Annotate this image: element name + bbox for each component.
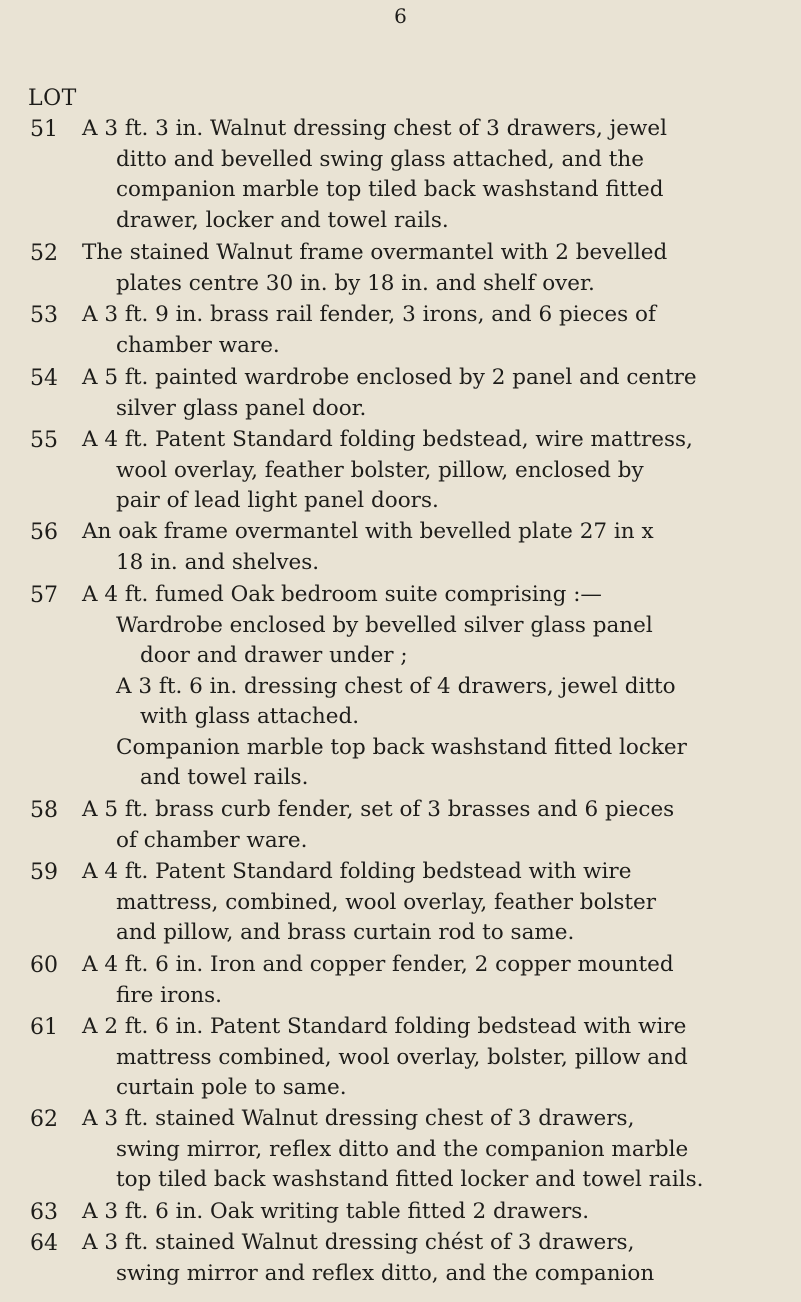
lot-column-header: LOT (28, 86, 77, 111)
description-line: A 4 ft. Patent Standard folding bedstead with wire (82, 859, 632, 884)
lot-number: 53 (30, 303, 58, 328)
description-line: A 3 ft. stained Walnut dressing chést of 3 drawers, (82, 1230, 635, 1255)
lot-number: 57 (30, 583, 58, 608)
lot-number: 64 (30, 1231, 58, 1256)
description-line: Wardrobe enclosed by bevelled silver glass panel (116, 612, 653, 638)
description-line: silver glass panel door. (116, 395, 367, 421)
description-line: mattress, combined, wool overlay, feather bolster (116, 889, 657, 915)
description-line: An oak frame overmantel with bevelled plate 27 in x (82, 519, 654, 544)
description-line: A 5 ft. painted wardrobe enclosed by 2 panel and centre (82, 365, 697, 390)
lot-number: 56 (30, 520, 58, 545)
lot-description (82, 425, 772, 517)
description-line: A 3 ft. stained Walnut dressing chest of 3 drawers, (82, 1106, 635, 1131)
description-line: fire irons. (116, 982, 222, 1008)
description-line: mattress combined, wool overlay, bolster, pillow and (116, 1044, 688, 1070)
lot-number: 63 (30, 1200, 58, 1225)
lot-description (82, 580, 772, 794)
lot-description (82, 950, 772, 1011)
description-line: and towel rails. (140, 765, 309, 790)
description-line: and pillow, and brass curtain rod to same. (116, 920, 575, 945)
description-line: A 4 ft. 6 in. Iron and copper fender, 2 copper mounted (82, 952, 674, 977)
lot-number: 51 (30, 117, 58, 142)
lot-number: 52 (30, 241, 58, 266)
lot-number: 60 (30, 953, 58, 978)
description-line: A 3 ft. 6 in. Oak writing table fitted 2 drawers. (82, 1199, 590, 1224)
lot-description (82, 1228, 772, 1289)
lot-number: 61 (30, 1015, 58, 1040)
lot-description (82, 1104, 772, 1196)
description-line: ditto and bevelled swing glass attached, and the (116, 146, 644, 172)
description-line: A 5 ft. brass curb fender, set of 3 brasses and 6 pieces (82, 797, 675, 822)
description-line: with glass attached. (140, 704, 360, 729)
description-line: swing mirror, reflex ditto and the companion marble (116, 1136, 689, 1162)
description-line: A 3 ft. 9 in. brass rail fender, 3 irons, and 6 pieces of (82, 302, 656, 327)
lot-number: 62 (30, 1107, 58, 1132)
description-line: A 2 ft. 6 in. Patent Standard folding bedstead with wire (82, 1014, 687, 1039)
description-line: chamber ware. (116, 332, 280, 358)
lot-number: 54 (30, 366, 58, 391)
description-line: plates centre 30 in. by 18 in. and shelf over. (116, 270, 595, 296)
lot-description (82, 517, 772, 578)
lot-description (82, 795, 772, 856)
description-line: A 4 ft. Patent Standard folding bedstead, wire mattress, (82, 427, 693, 452)
description-line: of chamber ware. (116, 827, 308, 853)
page-number: 6 (394, 4, 407, 28)
description-line: A 3 ft. 3 in. Walnut dressing chest of 3 drawers, jewel (82, 116, 668, 141)
description-line: pair of lead light panel doors. (116, 488, 439, 513)
lot-description (82, 300, 772, 361)
description-line: A 4 ft. fumed Oak bedroom suite comprising :— (82, 582, 602, 607)
description-line: The stained Walnut frame overmantel with 2 bevelled (82, 240, 668, 265)
lot-description (82, 1197, 772, 1228)
description-line: curtain pole to same. (116, 1075, 347, 1100)
description-line: drawer, locker and towel rails. (116, 207, 449, 233)
lot-description (82, 857, 772, 949)
lot-number: 55 (30, 428, 58, 453)
description-line: A 3 ft. 6 in. dressing chest of 4 drawers, jewel ditto (116, 673, 676, 699)
lot-description (82, 238, 772, 299)
description-line: swing mirror and reflex ditto, and the companion (116, 1260, 655, 1286)
description-line: top tiled back washstand fitted locker and towel rails. (116, 1167, 704, 1192)
description-line: companion marble top tiled back washstand fitted (116, 177, 664, 202)
description-line: door and drawer under ; (140, 643, 408, 668)
lot-description (82, 363, 772, 424)
lot-description (82, 1012, 772, 1104)
lot-description (82, 114, 772, 236)
description-line: wool overlay, feather bolster, pillow, enclosed by (116, 457, 644, 483)
description-line: 18 in. and shelves. (116, 549, 320, 575)
description-line: Companion marble top back washstand fitted locker (116, 734, 687, 760)
lot-number: 58 (30, 798, 58, 823)
lot-number: 59 (30, 860, 58, 885)
